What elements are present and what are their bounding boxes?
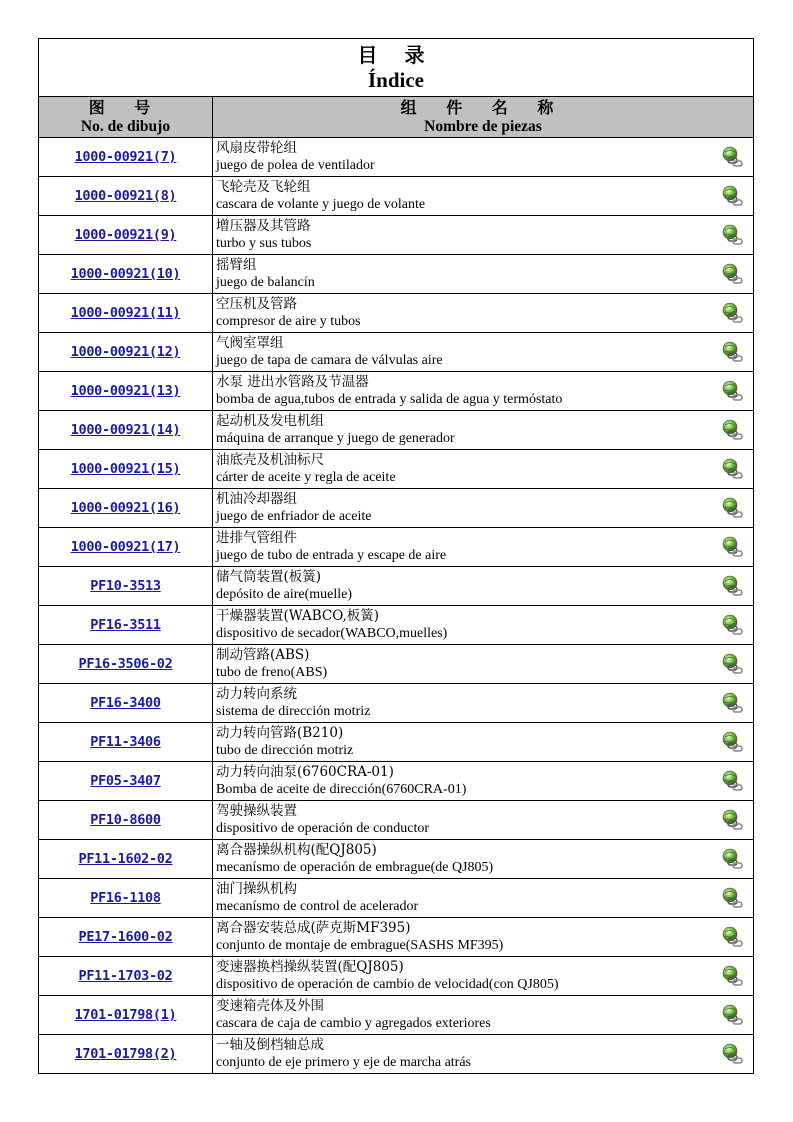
drawing-number-link[interactable]: 1701-01798(2): [74, 1046, 177, 1062]
title-block: [39, 39, 753, 97]
part-name-es: dispositivo de secador(WABCO,muelles): [216, 626, 448, 641]
part-name-cell: [213, 567, 753, 605]
table-row: [39, 996, 753, 1035]
part-name-es: juego de tapa de camara de válvulas aire: [216, 353, 443, 368]
chain-link-globe-icon[interactable]: [721, 146, 745, 168]
part-name-es: mecanísmo de control de acelerador: [216, 899, 419, 914]
part-name-es: máquina de arranque y juego de generador: [216, 431, 455, 446]
drawing-number-cell: [39, 840, 213, 878]
part-name-es: juego de enfriador de aceite: [216, 509, 372, 524]
part-name-zh: 驾驶操纵装置: [216, 803, 297, 819]
chain-link-globe-icon[interactable]: [721, 458, 745, 480]
part-name-cell: [213, 294, 753, 332]
drawing-number-cell: [39, 216, 213, 254]
header-part-name-zh: 组 件 名 称: [400, 98, 566, 117]
table-row: [39, 177, 753, 216]
part-name-zh: 离合器安装总成(萨克斯MF395): [216, 920, 411, 936]
chain-link-globe-icon[interactable]: [721, 653, 745, 675]
drawing-number-link[interactable]: PF05-3407: [90, 773, 161, 789]
chain-link-globe-icon[interactable]: [721, 614, 745, 636]
drawing-number-cell: [39, 996, 213, 1034]
part-name-zh: 空压机及管路: [216, 296, 297, 312]
drawing-number-cell: [39, 372, 213, 410]
part-name-zh: 增压器及其管路: [216, 218, 311, 234]
drawing-number-link[interactable]: PF11-3406: [90, 734, 161, 750]
table-row: [39, 684, 753, 723]
chain-link-globe-icon[interactable]: [721, 887, 745, 909]
chain-link-globe-icon[interactable]: [721, 575, 745, 597]
chain-link-globe-icon[interactable]: [721, 263, 745, 285]
part-name-cell: [213, 1035, 753, 1073]
part-name-zh: 水泵 进出水管路及节温器: [216, 374, 369, 390]
part-name-es: compresor de aire y tubos: [216, 314, 361, 329]
chain-link-globe-icon[interactable]: [721, 926, 745, 948]
page-title-chinese: 目 录: [357, 43, 435, 67]
chain-link-globe-icon[interactable]: [721, 224, 745, 246]
part-name-es: cárter de aceite y regla de aceite: [216, 470, 396, 485]
part-name-zh: 起动机及发电机组: [216, 413, 324, 429]
table-row: [39, 372, 753, 411]
chain-link-globe-icon[interactable]: [721, 341, 745, 363]
drawing-number-link[interactable]: PE17-1600-02: [78, 929, 173, 945]
table-row: [39, 567, 753, 606]
drawing-number-cell: [39, 567, 213, 605]
table-row: [39, 489, 753, 528]
drawing-number-cell: [39, 801, 213, 839]
drawing-number-cell: [39, 138, 213, 176]
drawing-number-cell: [39, 879, 213, 917]
part-name-cell: [213, 723, 753, 761]
part-name-zh: 进排气管组件: [216, 530, 297, 546]
index-table: [38, 38, 754, 1074]
chain-link-globe-icon[interactable]: [721, 809, 745, 831]
part-name-cell: [213, 411, 753, 449]
part-name-zh: 机油冷却器组: [216, 491, 297, 507]
part-name-cell: [213, 840, 753, 878]
part-name-zh: 一轴及倒档轴总成: [216, 1037, 324, 1053]
part-name-es: conjunto de montaje de embrague(SASHS MF395): [216, 938, 504, 953]
part-name-es: cascara de volante y juego de volante: [216, 197, 426, 212]
drawing-number-link[interactable]: 1000-00921(14): [70, 422, 181, 438]
part-name-cell: [213, 606, 753, 644]
header-drawing-number-es: No. de dibujo: [80, 118, 171, 135]
drawing-number-link[interactable]: 1000-00921(11): [70, 305, 181, 321]
part-name-es: juego de tubo de entrada y escape de aire: [216, 548, 447, 563]
drawing-number-cell: [39, 294, 213, 332]
table-row: [39, 1035, 753, 1073]
table-row: [39, 528, 753, 567]
part-name-cell: [213, 138, 753, 176]
part-name-zh: 飞轮壳及飞轮组: [216, 179, 311, 195]
header-drawing-number-zh: 图 号: [88, 98, 163, 117]
chain-link-globe-icon[interactable]: [721, 965, 745, 987]
drawing-number-cell: [39, 177, 213, 215]
drawing-number-link[interactable]: 1000-00921(8): [74, 188, 177, 204]
chain-link-globe-icon[interactable]: [721, 1004, 745, 1026]
part-name-es: cascara de caja de cambio y agregados exteriores: [216, 1016, 491, 1031]
part-name-zh: 变速器换档操纵装置(配QJ805): [216, 959, 404, 975]
part-name-zh: 变速箱壳体及外围: [216, 998, 324, 1014]
table-row: [39, 723, 753, 762]
part-name-cell: [213, 801, 753, 839]
header-drawing-number: [39, 97, 213, 137]
part-name-es: depósito de aire(muelle): [216, 587, 353, 602]
part-name-cell: [213, 645, 753, 683]
part-name-cell: [213, 489, 753, 527]
part-name-zh: 油门操纵机构: [216, 881, 297, 897]
chain-link-globe-icon[interactable]: [721, 497, 745, 519]
page-title-spanish: Índice: [367, 68, 424, 92]
part-name-cell: [213, 528, 753, 566]
part-name-zh: 气阀室罩组: [216, 335, 284, 351]
header-part-name: [213, 97, 753, 137]
drawing-number-link[interactable]: 1000-00921(12): [70, 344, 181, 360]
chain-link-globe-icon[interactable]: [721, 419, 745, 441]
chain-link-globe-icon[interactable]: [721, 770, 745, 792]
chain-link-globe-icon[interactable]: [721, 380, 745, 402]
part-name-es: dispositivo de operación de cambio de velocidad(con QJ805): [216, 977, 559, 992]
drawing-number-link[interactable]: PF11-1602-02: [78, 851, 173, 867]
drawing-number-cell: [39, 489, 213, 527]
drawing-number-link[interactable]: 1000-00921(10): [70, 266, 181, 282]
drawing-number-cell: [39, 333, 213, 371]
table-row: [39, 216, 753, 255]
drawing-number-link[interactable]: 1000-00921(15): [70, 461, 181, 477]
drawing-number-cell: [39, 645, 213, 683]
part-name-cell: [213, 216, 753, 254]
part-name-es: sistema de dirección motriz: [216, 704, 371, 719]
chain-link-globe-icon[interactable]: [721, 692, 745, 714]
drawing-number-link[interactable]: PF16-1108: [90, 890, 161, 906]
part-name-es: tubo de dirección motriz: [216, 743, 354, 758]
drawing-number-link[interactable]: PF16-3400: [90, 695, 161, 711]
table-row: [39, 411, 753, 450]
table-body: [39, 138, 753, 1073]
chain-link-globe-icon[interactable]: [721, 536, 745, 558]
drawing-number-cell: [39, 411, 213, 449]
table-row: [39, 294, 753, 333]
table-row: [39, 918, 753, 957]
part-name-zh: 储气筒装置(板簧): [216, 569, 322, 585]
part-name-es: bomba de agua,tubos de entrada y salida de agua y termóstato: [216, 392, 563, 407]
part-name-es: mecanísmo de operación de embrague(de QJ805): [216, 860, 494, 875]
part-name-es: tubo de freno(ABS): [216, 665, 328, 680]
drawing-number-link[interactable]: 1701-01798(1): [74, 1007, 177, 1023]
table-row: [39, 840, 753, 879]
part-name-cell: [213, 762, 753, 800]
drawing-number-cell: [39, 723, 213, 761]
part-name-zh: 干燥器装置(WABCO,板簧): [216, 608, 380, 624]
part-name-zh: 摇臂组: [216, 257, 257, 273]
header-part-name-es: Nombre de piezas: [424, 118, 542, 135]
table-row: [39, 801, 753, 840]
drawing-number-link[interactable]: 1000-00921(9): [74, 227, 177, 243]
part-name-zh: 制动管路(ABS): [216, 647, 310, 663]
drawing-number-cell: [39, 528, 213, 566]
part-name-zh: 油底壳及机油标尺: [216, 452, 324, 468]
part-name-es: Bomba de aceite de dirección(6760CRA-01): [216, 782, 467, 797]
drawing-number-cell: [39, 255, 213, 293]
table-row: [39, 606, 753, 645]
part-name-cell: [213, 879, 753, 917]
part-name-es: juego de polea de ventilador: [216, 158, 375, 173]
part-name-es: juego de balancín: [216, 275, 315, 290]
drawing-number-cell: [39, 450, 213, 488]
table-row: [39, 138, 753, 177]
drawing-number-link[interactable]: 1000-00921(13): [70, 383, 181, 399]
chain-link-globe-icon[interactable]: [721, 731, 745, 753]
part-name-zh: 动力转向系统: [216, 686, 297, 702]
drawing-number-link[interactable]: 1000-00921(7): [74, 149, 177, 165]
part-name-es: conjunto de eje primero y eje de marcha atrás: [216, 1055, 471, 1070]
table-row: [39, 255, 753, 294]
drawing-number-link[interactable]: PF10-8600: [90, 812, 161, 828]
part-name-es: dispositivo de operación de conductor: [216, 821, 430, 836]
chain-link-globe-icon[interactable]: [721, 302, 745, 324]
drawing-number-link[interactable]: 1000-00921(16): [70, 500, 181, 516]
drawing-number-link[interactable]: PF10-3513: [90, 578, 161, 594]
part-name-cell: [213, 372, 753, 410]
drawing-number-link[interactable]: PF16-3511: [90, 617, 161, 633]
drawing-number-cell: [39, 684, 213, 722]
part-name-cell: [213, 684, 753, 722]
part-name-cell: [213, 450, 753, 488]
drawing-number-cell: [39, 1035, 213, 1073]
table-row: [39, 645, 753, 684]
part-name-zh: 离合器操纵机构(配QJ805): [216, 842, 377, 858]
part-name-cell: [213, 957, 753, 995]
part-name-zh: 动力转向管路(B210): [216, 725, 344, 741]
part-name-zh: 风扇皮带轮组: [216, 140, 297, 156]
drawing-number-link[interactable]: PF16-3506-02: [78, 656, 173, 672]
table-header: [39, 97, 753, 138]
part-name-es: turbo y sus tubos: [216, 236, 312, 251]
drawing-number-cell: [39, 762, 213, 800]
table-row: [39, 450, 753, 489]
drawing-number-cell: [39, 606, 213, 644]
part-name-zh: 动力转向油泵(6760CRA-01): [216, 764, 394, 780]
part-name-cell: [213, 255, 753, 293]
drawing-number-cell: [39, 957, 213, 995]
part-name-cell: [213, 333, 753, 371]
table-row: [39, 762, 753, 801]
table-row: [39, 333, 753, 372]
chain-link-globe-icon[interactable]: [721, 848, 745, 870]
chain-link-globe-icon[interactable]: [721, 185, 745, 207]
table-row: [39, 879, 753, 918]
part-name-cell: [213, 918, 753, 956]
drawing-number-link[interactable]: 1000-00921(17): [70, 539, 181, 555]
part-name-cell: [213, 996, 753, 1034]
drawing-number-link[interactable]: PF11-1703-02: [78, 968, 173, 984]
part-name-cell: [213, 177, 753, 215]
chain-link-globe-icon[interactable]: [721, 1043, 745, 1065]
table-row: [39, 957, 753, 996]
drawing-number-cell: [39, 918, 213, 956]
